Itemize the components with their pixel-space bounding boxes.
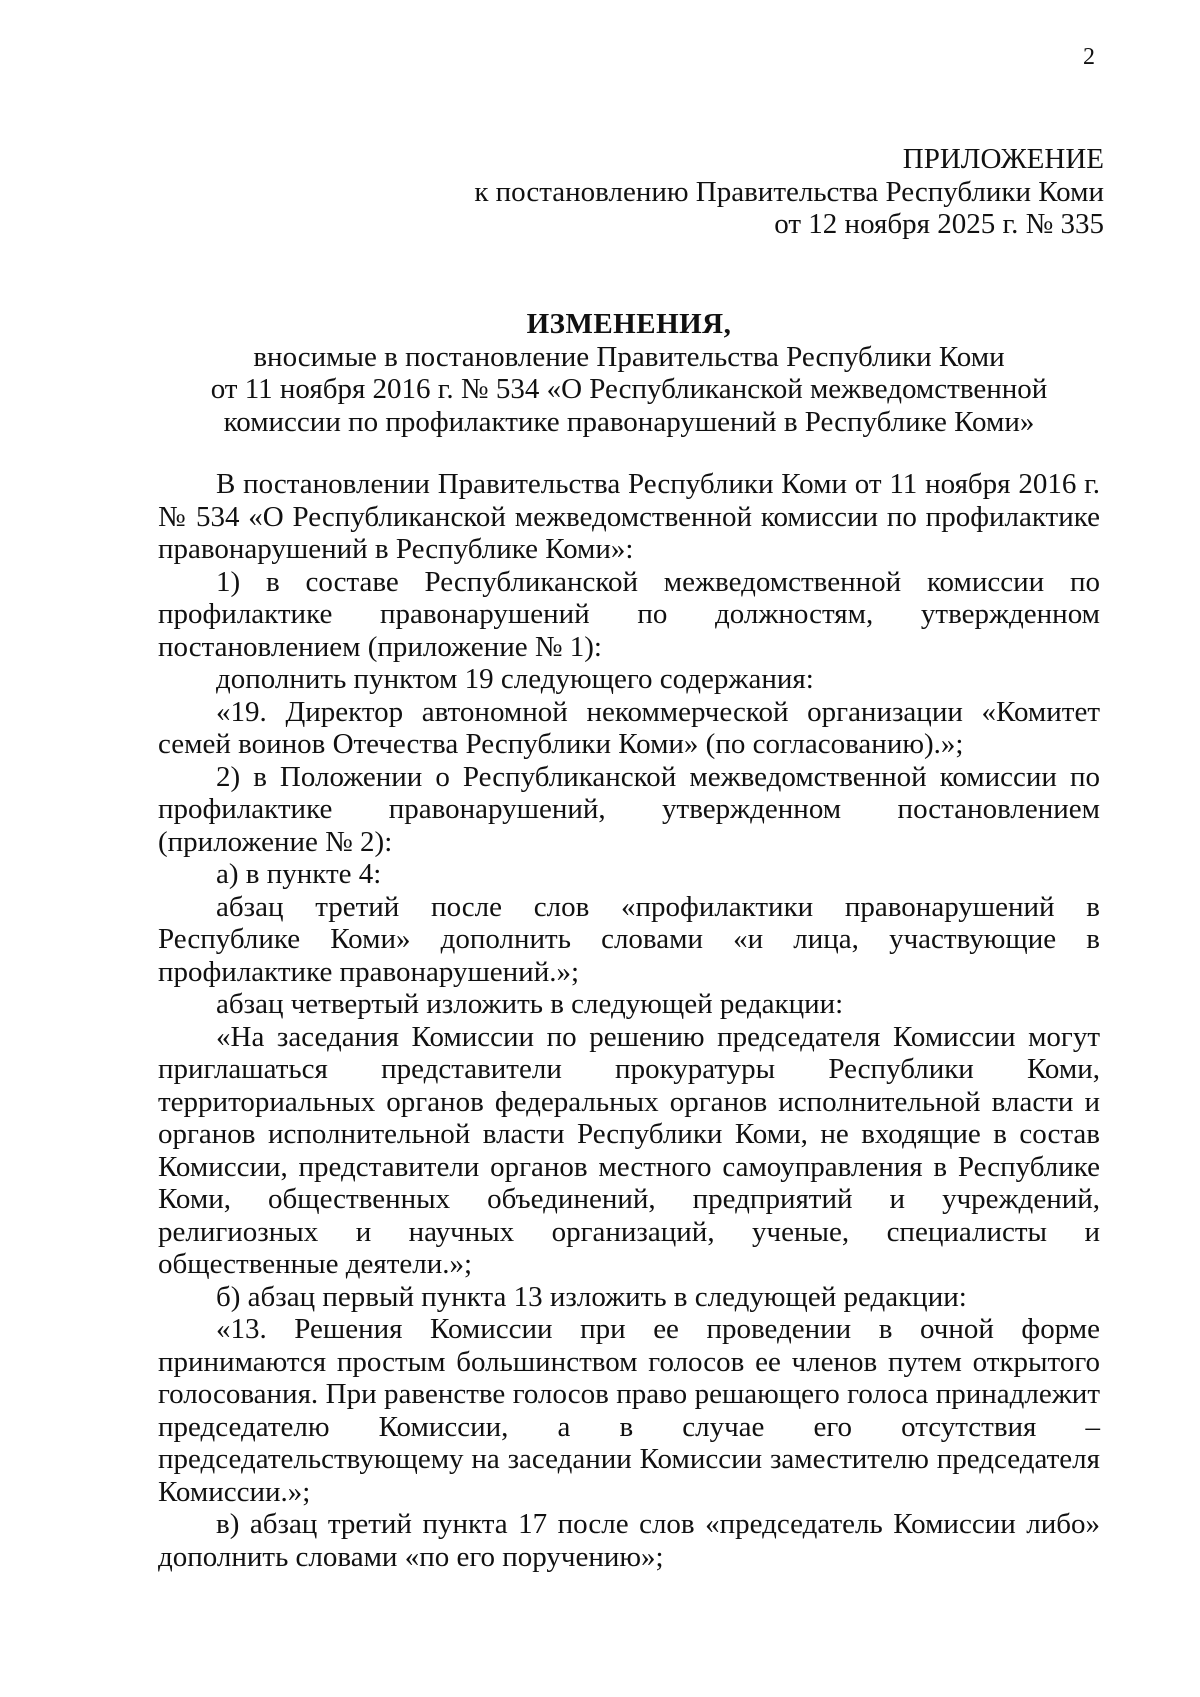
attachment-date-number: от 12 ноября 2025 г. № 335 <box>774 208 1104 240</box>
paragraph: 1) в составе Республиканской межведомственной комиссии по профилактике правонарушений по должностям, утвержденном постановлением (приложение № 1): <box>158 565 1100 663</box>
paragraph: «13. Решения Комиссии при ее проведении в очной форме принимаются простым большинством голосов ее членов путем открытого голосования. При равенстве голосов право решающего голоса принадлежит председателю Комиссии, а в случае его отсутствия – председательствующему на заседании Комиссии заместителю председателя Комиссии.»; <box>158 1313 1100 1508</box>
document-body <box>158 468 1100 1573</box>
paragraph: «На заседания Комиссии по решению председателя Комиссии могут приглашаться представители прокуратуры Республики Коми, территориальных органов федеральных органов исполнительной власти и органов исполнительной власти Республики Коми, не входящие в состав Комиссии, представители органов местного самоуправления в Республике Коми, общественных объединений, предприятий и учреждений, религиозных и научных организаций, ученые, специалисты и общественные деятели.»; <box>158 1020 1100 1280</box>
attachment-header <box>474 143 1104 241</box>
paragraph: а) в пункте 4: <box>216 858 382 890</box>
heading-line-2: от 11 ноября 2016 г. № 534 «О Республиканской межведомственной <box>210 373 1048 405</box>
heading-line-1: вносимые в постановление Правительства Республики Коми <box>253 340 1005 373</box>
paragraph: б) абзац первый пункта 13 изложить в следующей редакции: <box>216 1280 967 1313</box>
paragraph: В постановлении Правительства Республики Коми от 11 ноября 2016 г. № 534 «О Республиканской межведомственной комиссии по профилактике правонарушений в Республике Коми»: <box>158 468 1100 565</box>
page-number: 2 <box>1083 44 1095 70</box>
paragraph: дополнить пунктом 19 следующего содержания: <box>216 663 814 695</box>
paragraph: абзац третий после слов «профилактики правонарушений в Республике Коми» дополнить словами «и лица, участвующие в профилактике правонарушений.»; <box>158 890 1100 988</box>
paragraph: в) абзац третий пункта 17 после слов «председатель Комиссии либо» дополнить словами «по его поручению»; <box>158 1508 1100 1573</box>
document-heading <box>158 308 1100 438</box>
paragraph: «19. Директор автономной некоммерческой организации «Комитет семей воинов Отечества Республики Коми» (по согласованию).»; <box>158 695 1100 760</box>
attachment-label: ПРИЛОЖЕНИЕ <box>902 143 1104 175</box>
attachment-reference: к постановлению Правительства Республики Коми <box>474 175 1104 208</box>
paragraph: 2) в Положении о Республиканской межведомственной комиссии по профилактике правонарушений, утвержденном постановлением (приложение № 2): <box>158 760 1100 858</box>
heading-line-3: комиссии по профилактике правонарушений в Республике Коми» <box>223 405 1035 438</box>
document-title: ИЗМЕНЕНИЯ, <box>526 308 732 340</box>
paragraph: абзац четвертый изложить в следующей редакции: <box>216 988 844 1020</box>
